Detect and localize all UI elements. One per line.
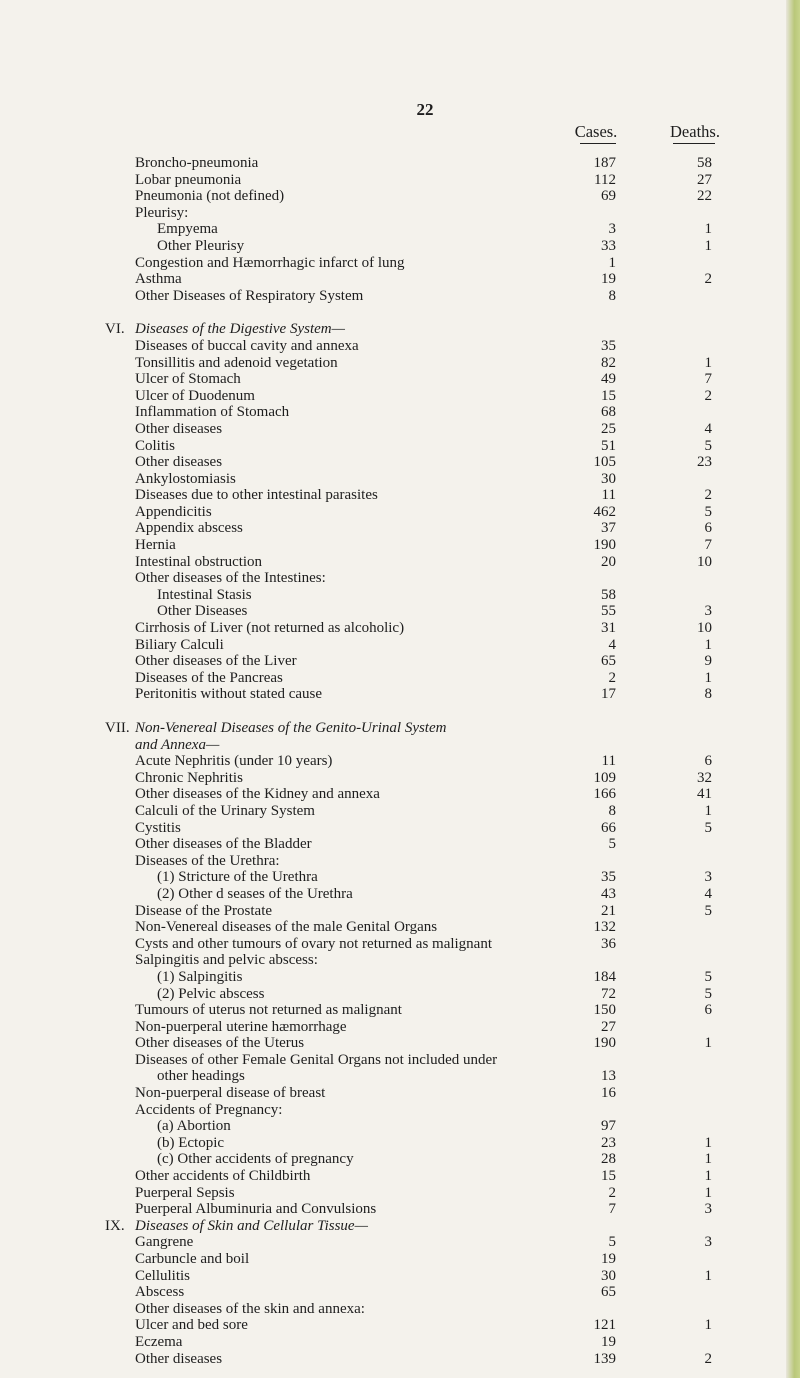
table-row [0, 271, 800, 288]
table-row [0, 1317, 800, 1334]
table-row [0, 371, 800, 388]
cases-value: 2 [608, 1184, 616, 1201]
row-label: Tumours of uterus not returned as malignant [135, 1002, 402, 1019]
cases-value: 65 [601, 1284, 616, 1301]
row-label: Diseases of the Pancreas [135, 669, 283, 686]
cases-value: 19 [601, 1333, 616, 1350]
cases-value: 190 [593, 1035, 616, 1052]
deaths-value: 22 [697, 188, 712, 205]
cases-value: 82 [601, 354, 616, 371]
table-row [0, 753, 800, 770]
cases-value: 27 [601, 1018, 616, 1035]
table-row [0, 919, 800, 936]
cases-value: 68 [601, 404, 616, 421]
cases-value: 20 [601, 553, 616, 570]
row-label: Other diseases of the Uterus [135, 1035, 305, 1052]
deaths-value: 23 [697, 454, 712, 471]
row-label [105, 321, 345, 338]
row-label: Other accidents of Childbirth [135, 1168, 311, 1185]
cases-value: 184 [593, 968, 616, 985]
row-label [105, 1218, 368, 1235]
cases-value: 21 [601, 902, 616, 919]
deaths-value: 1 [704, 1168, 712, 1185]
row-label: Intestinal Stasis [157, 586, 252, 603]
deaths-value: 6 [704, 753, 712, 770]
row-label: (b) Ectopic [157, 1134, 225, 1151]
row-label: Diseases of buccal cavity and annexa [135, 337, 359, 354]
row-label: Non-puerperal disease of breast [135, 1085, 326, 1102]
deaths-value: 58 [697, 155, 712, 171]
row-label: Cellulitis [135, 1267, 191, 1284]
row-label: Cysts and other tumours of ovary not returned as malignant [135, 935, 493, 952]
cases-value: 8 [608, 802, 616, 819]
row-label: other headings [157, 1068, 245, 1085]
cases-value: 139 [593, 1350, 616, 1367]
deaths-value: 5 [704, 437, 712, 454]
row-label: Ulcer of Stomach [135, 371, 241, 388]
deaths-value: 3 [704, 1201, 712, 1218]
row-label: Puerperal Albuminuria and Convulsions [135, 1201, 377, 1218]
row-label: Diseases of other Female Genital Organs not included under [135, 1051, 498, 1068]
row-label: Lobar pneumonia [135, 171, 242, 188]
row-label: Chronic Nephritis [135, 769, 243, 786]
table-row [0, 338, 800, 355]
table-row [0, 969, 800, 986]
row-label: Biliary Calculi [135, 636, 224, 653]
row-label: (1) Stricture of the Urethra [157, 869, 318, 886]
deaths-value: 10 [697, 620, 712, 637]
row-label: Abscess [135, 1284, 185, 1301]
deaths-value: 5 [704, 968, 712, 985]
cases-column-header: Cases. [574, 122, 618, 141]
cases-value: 19 [601, 1251, 616, 1267]
cases-value: 121 [593, 1317, 616, 1334]
row-label: Ankylostomiasis [135, 470, 236, 487]
cases-value: 58 [601, 586, 616, 603]
deaths-value: 5 [704, 503, 712, 520]
deaths-value: 2 [704, 1350, 712, 1367]
deaths-value: 27 [697, 171, 712, 188]
table-row [0, 421, 800, 438]
deaths-value: 5 [704, 819, 712, 836]
table-row [0, 786, 800, 803]
row-label: Other diseases [135, 420, 223, 437]
row-label: Pleurisy: [135, 204, 189, 221]
cases-value: 37 [601, 520, 616, 537]
row-label: Other Pleurisy [157, 237, 245, 254]
row-label: Salpingitis and pelvic abscess: [135, 952, 318, 969]
row-label: Gangrene [135, 1234, 194, 1251]
deaths-value: 3 [704, 869, 712, 886]
deaths-value: 1 [704, 669, 712, 686]
table-row [0, 1035, 800, 1052]
cases-value: 31 [601, 620, 616, 637]
section-title: Diseases of the Digestive System— [135, 321, 345, 338]
deaths-value: 32 [697, 769, 712, 786]
row-label: Pneumonia (not defined) [135, 188, 285, 205]
table-row [0, 986, 800, 1003]
page-number: 22 [416, 100, 434, 119]
table-row [0, 1135, 800, 1152]
table-row [0, 869, 800, 886]
deaths-value: 3 [704, 603, 712, 620]
cases-value: 65 [601, 653, 616, 670]
deaths-value: 8 [704, 686, 712, 703]
deaths-value: 1 [704, 354, 712, 371]
deaths-value: 4 [704, 420, 712, 437]
deaths-value: 1 [704, 1035, 712, 1052]
section-title: Diseases of Skin and Cellular Tissue— [135, 1217, 368, 1234]
table-row [0, 520, 800, 537]
row-label: Accidents of Pregnancy: [135, 1101, 283, 1118]
table-row [0, 1102, 800, 1119]
cases-value: 23 [601, 1134, 616, 1151]
section-heading [0, 1218, 800, 1235]
row-label: Tonsillitis and adenoid vegetation [135, 354, 338, 371]
deaths-value: 1 [704, 1267, 712, 1284]
table-row [0, 637, 800, 654]
cases-value: 132 [593, 919, 616, 936]
deaths-value: 1 [704, 1317, 712, 1334]
table-row [0, 487, 800, 504]
table-row [0, 537, 800, 554]
cases-value: 11 [601, 753, 616, 770]
row-label: (a) Abortion [157, 1118, 231, 1135]
table-row [0, 172, 800, 189]
deaths-header-rule [673, 143, 715, 144]
table-row [0, 570, 800, 587]
row-label: Non-puerperal uterine hæmorrhage [135, 1018, 347, 1035]
row-label: Other diseases of the Intestines: [135, 570, 326, 587]
section-heading [0, 321, 800, 338]
table-row [0, 1301, 800, 1318]
cases-value: 15 [601, 387, 616, 404]
section-title: Non-Venereal Diseases of the Genito-Urinal System [135, 720, 447, 736]
deaths-value: 7 [704, 371, 712, 388]
table-row [0, 1151, 800, 1168]
row-label: Diseases of the Urethra: [135, 852, 280, 869]
cases-value: 30 [601, 470, 616, 487]
deaths-value: 6 [704, 520, 712, 537]
table-row [0, 587, 800, 604]
cases-value: 8 [608, 287, 616, 304]
cases-value: 112 [594, 171, 616, 188]
table-row [0, 1284, 800, 1301]
table-row [0, 803, 800, 820]
deaths-value: 41 [697, 786, 712, 803]
row-label: Hernia [135, 537, 176, 554]
section-gap [0, 304, 800, 321]
deaths-value: 1 [704, 237, 712, 254]
table-row [0, 238, 800, 255]
row-label: Congestion and Hæmorrhagic infarct of lung [135, 254, 405, 271]
row-label: Other Diseases [157, 603, 248, 620]
row-label: and Annexa— [135, 736, 220, 753]
row-label: Colitis [135, 437, 176, 454]
row-label: Diseases due to other intestinal parasites [135, 487, 378, 504]
row-label: Other diseases of the Kidney and annexa [135, 786, 380, 803]
table-row [0, 1168, 800, 1185]
table-row [0, 620, 800, 637]
section-heading [0, 720, 800, 737]
row-label: Cirrhosis of Liver (not returned as alcoholic) [135, 620, 405, 637]
table-row [0, 1068, 800, 1085]
cases-value: 187 [593, 155, 616, 171]
cases-value: 7 [608, 1201, 616, 1218]
row-label: Other Diseases of Respiratory System [135, 287, 364, 304]
table-row [0, 1052, 800, 1069]
table-row [0, 820, 800, 837]
table-row [0, 205, 800, 222]
statistics-table [0, 155, 800, 1367]
cases-value: 43 [601, 885, 616, 902]
table-row [0, 836, 800, 853]
row-label: Other diseases [135, 454, 223, 471]
cases-value: 17 [601, 686, 616, 703]
row-label: Other diseases [135, 1350, 223, 1367]
cases-value: 35 [601, 869, 616, 886]
table-row [0, 355, 800, 372]
deaths-value: 6 [704, 1002, 712, 1019]
cases-value: 28 [601, 1151, 616, 1168]
cases-value: 49 [601, 371, 616, 388]
row-label: Other diseases of the Liver [135, 653, 297, 670]
deaths-value: 1 [704, 221, 712, 238]
cases-value: 109 [593, 769, 616, 786]
table-row [0, 404, 800, 421]
row-label: Inflammation of Stomach [135, 404, 290, 421]
section-number: VII. [105, 720, 130, 736]
table-row [0, 1085, 800, 1102]
row-label: Other diseases of the skin and annexa: [135, 1300, 365, 1317]
cases-value: 11 [601, 487, 616, 504]
cases-value: 97 [601, 1118, 616, 1135]
table-row [0, 886, 800, 903]
row-label [105, 720, 446, 737]
table-row [0, 686, 800, 703]
row-label: Cystitis [135, 819, 181, 836]
row-label: Calculi of the Urinary System [135, 802, 315, 819]
deaths-value: 9 [704, 653, 712, 670]
row-label: Puerperal Sepsis [135, 1184, 235, 1201]
deaths-value: 10 [697, 553, 712, 570]
cases-value: 13 [601, 1068, 616, 1085]
cases-value: 16 [601, 1085, 616, 1102]
table-row [0, 670, 800, 687]
deaths-column-header: Deaths. [670, 122, 720, 141]
deaths-value: 1 [704, 1134, 712, 1151]
deaths-value: 7 [704, 537, 712, 554]
table-row [0, 1002, 800, 1019]
row-label: Appendix abscess [135, 520, 243, 537]
row-label: Ulcer and bed sore [135, 1317, 248, 1334]
row-label: Ulcer of Duodenum [135, 387, 255, 404]
cases-value: 33 [601, 237, 616, 254]
cases-value: 51 [601, 437, 616, 454]
deaths-value: 2 [704, 387, 712, 404]
section-number: IX. [105, 1217, 125, 1234]
deaths-value: 2 [704, 487, 712, 504]
cases-value: 2 [608, 669, 616, 686]
deaths-value: 1 [704, 802, 712, 819]
cases-value: 35 [601, 337, 616, 354]
deaths-value: 4 [704, 885, 712, 902]
table-row [0, 1251, 800, 1268]
cases-value: 30 [601, 1267, 616, 1284]
table-row [0, 903, 800, 920]
table-row [0, 1185, 800, 1202]
cases-value: 55 [601, 603, 616, 620]
table-row [0, 1019, 800, 1036]
row-label: Appendicitis [135, 503, 212, 520]
cases-value: 150 [593, 1002, 616, 1019]
row-label: Asthma [135, 271, 182, 288]
row-label: Eczema [135, 1333, 183, 1350]
deaths-value: 1 [704, 1151, 712, 1168]
table-row [0, 1201, 800, 1218]
table-row [0, 1118, 800, 1135]
table-row [0, 255, 800, 272]
cases-value: 25 [601, 420, 616, 437]
cases-header-rule [580, 143, 616, 144]
deaths-value: 1 [704, 636, 712, 653]
cases-value: 66 [601, 819, 616, 836]
table-row [0, 1268, 800, 1285]
table-row [0, 1351, 800, 1368]
cases-value: 3 [608, 221, 616, 238]
row-label: (2) Other d seases of the Urethra [157, 885, 353, 902]
table-row [0, 504, 800, 521]
row-label: Other diseases of the Bladder [135, 836, 312, 853]
deaths-value: 1 [704, 1184, 712, 1201]
table-row [0, 603, 800, 620]
table-row [0, 1334, 800, 1351]
deaths-value: 3 [704, 1234, 712, 1251]
cases-value: 69 [601, 188, 616, 205]
cases-value: 72 [601, 985, 616, 1002]
table-row [0, 471, 800, 488]
cases-value: 4 [608, 636, 616, 653]
table-row [0, 853, 800, 870]
table-row [0, 155, 800, 172]
section-gap [0, 703, 800, 720]
cases-value: 36 [601, 935, 616, 952]
row-label: Broncho-pneumonia [135, 155, 259, 171]
table-row [0, 388, 800, 405]
table-row [0, 952, 800, 969]
table-row [0, 653, 800, 670]
row-label: Intestinal obstruction [135, 553, 263, 570]
cases-value: 19 [601, 271, 616, 288]
table-row [0, 770, 800, 787]
cases-value: 105 [593, 454, 616, 471]
row-label: (2) Pelvic abscess [157, 985, 265, 1002]
table-row [0, 1234, 800, 1251]
row-label: (c) Other accidents of pregnancy [157, 1151, 354, 1168]
section-heading [0, 737, 800, 754]
deaths-value: 5 [704, 985, 712, 1002]
table-row [0, 288, 800, 305]
deaths-value: 2 [704, 271, 712, 288]
deaths-value: 5 [704, 902, 712, 919]
cases-value: 15 [601, 1168, 616, 1185]
cases-value: 190 [593, 537, 616, 554]
row-label: Peritonitis without stated cause [135, 686, 323, 703]
table-row [0, 554, 800, 571]
cases-value: 5 [608, 1234, 616, 1251]
table-row [0, 438, 800, 455]
cases-value: 5 [608, 836, 616, 853]
cases-value: 462 [593, 503, 616, 520]
row-label: Acute Nephritis (under 10 years) [135, 753, 333, 770]
table-row [0, 936, 800, 953]
row-label: (1) Salpingitis [157, 968, 243, 985]
table-row [0, 188, 800, 205]
row-label: Non-Venereal diseases of the male Genital Organs [135, 919, 438, 936]
table-row [0, 221, 800, 238]
row-label: Empyema [157, 221, 218, 238]
cases-value: 1 [608, 254, 616, 271]
section-number: VI. [105, 321, 125, 338]
cases-value: 166 [593, 786, 616, 803]
row-label: Disease of the Prostate [135, 902, 273, 919]
row-label: Carbuncle and boil [135, 1251, 250, 1267]
table-row [0, 454, 800, 471]
